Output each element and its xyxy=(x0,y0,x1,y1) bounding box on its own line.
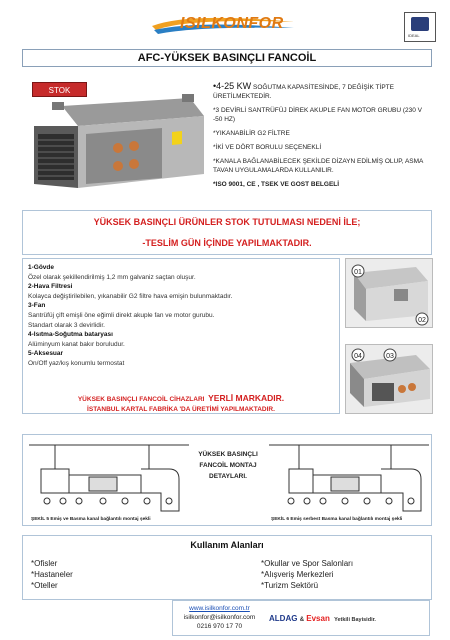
page-header xyxy=(0,0,450,44)
right-diagram-caption: ŞEKİL 6 Emiş serbest Basma kanal bağlantılı montaj şekli xyxy=(271,517,403,522)
feature-item: •4-25 KW SOĞUTMA KAPASİTESİNDE, 7 DEĞİŞİK TİPTE ÜRETİLMEKTEDİR. xyxy=(213,81,394,100)
spec-text: Alüminyum kanat bakır boruludur. xyxy=(28,340,125,348)
installation-diagram-right xyxy=(269,439,429,519)
usage-title: Kullanım Alanları xyxy=(190,540,264,550)
brand-name: ISILKONFOR xyxy=(180,15,284,32)
spec-text: Özel olarak şekillendirilmiş 1,2 mm galvaniz saçtan oluşur. xyxy=(28,273,196,281)
contact-info xyxy=(177,604,262,631)
page-title: AFC-YÜKSEK BASINÇLI FANCOİL xyxy=(22,49,432,67)
feature-item: *ISO 9001, CE , TSEK VE GOST BELGELİ xyxy=(213,181,340,188)
component-photo xyxy=(345,344,433,414)
spec-text: Kolayca değiştirilebilen, yıkanabilir G2 filtre hava emişin bulunmaktadır. xyxy=(28,292,233,300)
usage-item: *Turizm Sektörü xyxy=(261,581,319,590)
usage-areas xyxy=(22,535,432,600)
banner-line-1: YÜKSEK BASINÇLI ÜRÜNLER STOK TUTULMASI NEDENİ İLE; xyxy=(93,217,361,227)
spec-heading: 5-Aksesuar xyxy=(28,350,64,358)
usage-list-right xyxy=(261,558,353,591)
usage-item: *Hastaneler xyxy=(31,570,73,579)
photo-number-label: 03 xyxy=(386,353,394,360)
contact-footer xyxy=(172,600,430,636)
phone-text: 0216 970 17 70 xyxy=(196,623,243,630)
spec-heading: 2-Hava Filtresi xyxy=(28,283,73,291)
dealer-label: Yetkili Bayisidir. xyxy=(334,617,376,623)
stock-banner xyxy=(22,210,432,255)
brand-logo xyxy=(148,8,298,38)
feature-item: *3 DEVİRLİ SANTRÜFÜJ DİREK AKUPLE FAN MOTOR GRUBU (230 V -50 HZ) xyxy=(213,107,423,123)
product-image xyxy=(22,78,207,208)
feature-item: *YIKANABİLİR G2 FİLTRE xyxy=(213,130,290,137)
domestic-brand-note: YÜKSEK BASINÇLI FANCOİL CİHAZLARI YERLİ MARKADIR. xyxy=(77,393,285,403)
feature-item: *KANALA BAĞLANABİLECEK ŞEKİLDE DİZAYN EDİLMİŞ OLUP, ASMA TAVAN UYGULAMALARDA KULLANILIR. xyxy=(213,158,424,174)
aldag-logo: ALDAG xyxy=(269,614,298,623)
photo-number-label: 01 xyxy=(354,269,362,276)
stock-tag: STOK xyxy=(32,82,87,97)
photo-number-label: 02 xyxy=(418,317,426,324)
factory-note: İSTANBUL KARTAL FABRİKA 'DA ÜRETİMİ YAPILMAKTADIR. xyxy=(87,406,275,413)
installation-diagram xyxy=(22,434,432,526)
usage-list-left xyxy=(31,558,73,591)
usage-item: *Okullar ve Spor Salonları xyxy=(261,559,354,568)
spec-heading: 1-Gövde xyxy=(28,264,55,271)
specification-box xyxy=(22,258,340,414)
usage-item: *Oteller xyxy=(31,581,58,590)
photo-number-label: 04 xyxy=(354,353,362,360)
diagram-title: YÜKSEK BASINÇLI FANCOİL MONTAJ DETAYLARI. xyxy=(198,451,258,480)
certification-badge-icon: IDEAL xyxy=(404,12,436,42)
banner-line-2: -TESLİM GÜN İÇİNDE YAPILMAKTADIR. xyxy=(142,238,312,248)
component-photo xyxy=(345,258,433,328)
installation-diagram-left xyxy=(29,439,189,519)
usage-item: *Ofisler xyxy=(31,559,58,568)
spec-text: On/Off yaz/kış konumlu termostat xyxy=(28,359,125,367)
dealer-brands: ALDAG & Evsan Yetkili Bayisidir. xyxy=(269,614,376,623)
website-link[interactable]: www.isilkonfor.com.tr xyxy=(189,605,250,612)
usage-item: *Alışveriş Merkezleri xyxy=(261,570,334,579)
component-photos xyxy=(345,258,433,414)
left-diagram-caption: ŞEKİL 5 Emiş ve Basma kanal bağlantılı montaj şekli xyxy=(31,517,151,522)
email-text: isilkonfor@isilkonfor.com xyxy=(183,614,256,621)
spec-heading: 3-Fan xyxy=(28,302,46,310)
feature-list xyxy=(213,82,433,194)
spec-text: Santrüfüj çift emişli öne eğimli direkt akuple fan ve motor gurubu. xyxy=(28,311,215,319)
spec-text: Standart olarak 3 devirlidir. xyxy=(28,321,105,329)
spec-heading: 4-Isıtma-Soğutma bataryası xyxy=(28,331,113,339)
evsan-logo: Evsan xyxy=(306,614,330,623)
feature-item: *İKİ VE DÖRT BORULU SEÇENEKLİ xyxy=(213,144,322,151)
